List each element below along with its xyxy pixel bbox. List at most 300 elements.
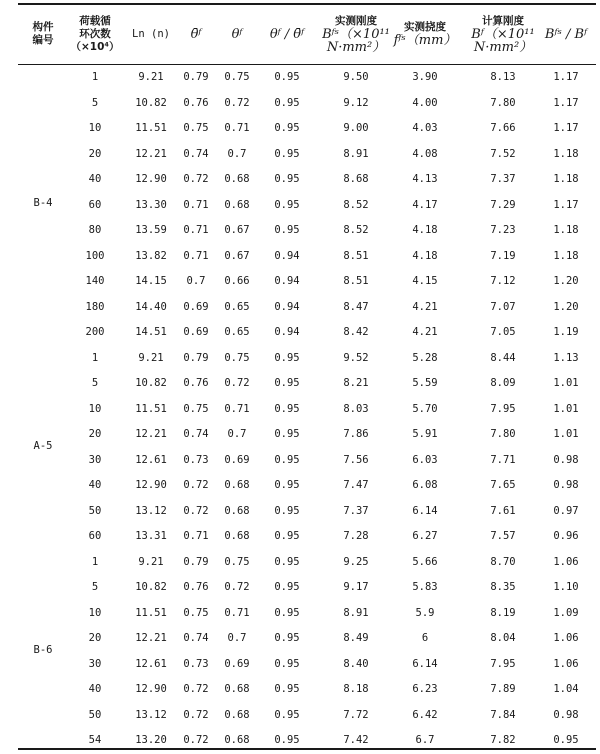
table-cell: 0.98	[553, 708, 579, 721]
table-cell: 0.72	[183, 683, 209, 695]
table-cell: 7.56	[343, 453, 369, 466]
header-calculated-stiffness	[458, 8, 548, 60]
table-cell: 9.12	[343, 96, 369, 109]
table-cell: 7.95	[490, 657, 516, 670]
table-row	[0, 142, 600, 168]
table-cell: 13.31	[135, 530, 167, 542]
table-cell: 40	[88, 479, 102, 491]
table-row	[0, 652, 600, 678]
header-measured-stiffness-line1: 实测刚度	[335, 14, 377, 27]
table-cell: 0.94	[274, 326, 300, 338]
table-cell: 6.42	[412, 708, 438, 721]
table-cell: 8.18	[343, 683, 369, 695]
table-cell: 6.23	[412, 683, 438, 695]
table-cell: 7.19	[490, 249, 516, 262]
table-cell: 4.21	[412, 300, 438, 313]
table-cell: 40	[88, 683, 102, 695]
table-cell: 1.17	[553, 198, 579, 211]
table-cell: 0.71	[183, 198, 209, 211]
table-cell: 1.18	[553, 249, 579, 262]
table-row	[0, 677, 600, 703]
header-theta-ratio-text: θᶠ / θ̄ᶠ	[269, 26, 305, 42]
table-cell: 0.95	[274, 198, 300, 211]
table-cell: 0.71	[224, 122, 250, 134]
table-cell: 7.89	[490, 683, 516, 695]
table-cell: 8.19	[490, 606, 516, 619]
header-member-id	[18, 8, 68, 60]
table-cell: 6.27	[412, 530, 438, 542]
table-row	[0, 703, 600, 729]
table-cell: 0.95	[274, 122, 300, 134]
table-cell: 60	[88, 530, 102, 542]
table-cell: 0.95	[274, 428, 300, 440]
header-load-cycles-line2: 环次数	[79, 27, 111, 40]
table-cell: 0.95	[274, 377, 300, 389]
table-cell: 20	[88, 632, 102, 644]
member-group-label: A-5	[33, 439, 53, 452]
table-cell: 1.06	[553, 657, 579, 670]
table-row	[0, 397, 600, 423]
table-cell: 0.95	[274, 96, 300, 109]
header-member-id-line2: 编号	[32, 34, 54, 46]
table-cell: 0.79	[183, 555, 209, 568]
table-cell: 7.95	[490, 402, 516, 415]
table-cell: 0.75	[183, 402, 209, 415]
table-cell: 0.95	[274, 402, 300, 415]
table-cell: 0.67	[224, 224, 250, 236]
table-cell: 1	[91, 555, 99, 568]
table-cell: 0.76	[183, 377, 209, 389]
table-cell: 200	[85, 326, 105, 338]
header-measured-stiffness-line3: N·mm²）	[326, 39, 386, 55]
table-cell: 10	[88, 402, 102, 415]
table-cell: 7.37	[490, 173, 516, 185]
table-cell: 0.79	[183, 351, 209, 364]
table-row	[0, 346, 600, 372]
table-cell: 8.21	[343, 377, 369, 389]
table-cell: 9.21	[138, 351, 164, 364]
table-cell: 8.68	[343, 173, 369, 185]
table-cell: 0.74	[183, 147, 209, 160]
table-row	[0, 626, 600, 652]
table-cell: 14.40	[135, 300, 167, 313]
table-cell: 0.95	[274, 224, 300, 236]
table-cell: 60	[88, 198, 102, 211]
table-cell: 8.52	[343, 224, 369, 236]
table-cell: 10	[88, 606, 102, 619]
table-cell: 0.68	[224, 708, 250, 721]
table-cell: 5	[91, 96, 99, 109]
table-cell: 0.72	[183, 504, 209, 517]
table-cell: 13.12	[135, 504, 167, 517]
table-cell: 0.65	[224, 300, 250, 313]
table-cell: 1.17	[553, 122, 579, 134]
table-cell: 9.21	[138, 555, 164, 568]
table-cell: 1.17	[553, 71, 579, 83]
table-cell: 0.68	[224, 198, 250, 211]
table-cell: 7.07	[490, 300, 516, 313]
header-load-cycles-line3: （×10⁴）	[70, 40, 120, 53]
table-row	[0, 65, 600, 91]
table-row	[0, 218, 600, 244]
table-cell: 180	[85, 300, 105, 313]
table-cell: 10	[88, 122, 102, 134]
table-cell: 0.72	[183, 479, 209, 491]
table-cell: 4.00	[412, 96, 438, 109]
table-cell: 4.18	[412, 249, 438, 262]
table-cell: 0.75	[183, 606, 209, 619]
table-row	[0, 473, 600, 499]
header-measured-deflection	[392, 8, 458, 60]
table-cell: 30	[88, 657, 102, 670]
table-cell: 5.70	[412, 402, 438, 415]
table-cell: 1.06	[553, 632, 579, 644]
table-cell: 12.61	[135, 453, 167, 466]
table-cell: 1.17	[553, 96, 579, 109]
table-cell: 7.80	[490, 428, 516, 440]
table-cell: 9.17	[343, 581, 369, 593]
table-cell: 0.75	[183, 122, 209, 134]
table-cell: 8.35	[490, 581, 516, 593]
header-load-cycles	[70, 8, 120, 60]
header-theta-bar	[176, 8, 216, 60]
table-cell: 0.68	[224, 479, 250, 491]
header-measured-deflection-line2: fᶠˢ（mm）	[393, 33, 457, 48]
table-cell: 4.15	[412, 275, 438, 287]
table-cell: 0.65	[224, 326, 250, 338]
table-cell: 12.21	[135, 428, 167, 440]
table-cell: 6	[421, 632, 429, 644]
table-row	[0, 167, 600, 193]
table-cell: 8.49	[343, 632, 369, 644]
table-cell: 0.95	[274, 657, 300, 670]
header-theta	[216, 8, 258, 60]
table-cell: 7.23	[490, 224, 516, 236]
table-cell: 30	[88, 453, 102, 466]
table-cell: 0.72	[183, 708, 209, 721]
table-row	[0, 499, 600, 525]
table-cell: 0.72	[224, 96, 250, 109]
table-cell: 0.95	[553, 734, 579, 746]
table-cell: 8.51	[343, 249, 369, 262]
table-cell: 1.13	[553, 351, 579, 364]
table-cell: 0.68	[224, 734, 250, 746]
table-cell: 0.74	[183, 428, 209, 440]
table-cell: 0.95	[274, 606, 300, 619]
table-cell: 13.30	[135, 198, 167, 211]
table-cell: 4.08	[412, 147, 438, 160]
table-cell: 140	[85, 275, 105, 287]
table-cell: 0.72	[183, 734, 209, 746]
table-cell: 0.68	[224, 683, 250, 695]
table-cell: 7.29	[490, 198, 516, 211]
table-cell: 12.90	[135, 479, 167, 491]
table-cell: 7.65	[490, 479, 516, 491]
table-cell: 7.80	[490, 96, 516, 109]
table-cell: 1.01	[553, 402, 579, 415]
table-cell: 0.67	[224, 249, 250, 262]
table-cell: 4.18	[412, 224, 438, 236]
table-cell: 50	[88, 708, 102, 721]
table-cell: 0.74	[183, 632, 209, 644]
table-cell: 14.15	[135, 275, 167, 287]
table-cell: 0.94	[274, 300, 300, 313]
table-cell: 0.95	[274, 632, 300, 644]
table-cell: 12.90	[135, 173, 167, 185]
header-calculated-stiffness-line2: Bᶠ（×10¹¹	[471, 26, 535, 42]
table-cell: 1	[91, 351, 99, 364]
header-member-id-line1: 构件	[32, 21, 54, 33]
table-cell: 5.83	[412, 581, 438, 593]
header-measured-deflection-line1: 实测挠度	[404, 21, 446, 33]
table-cell: 1.19	[553, 326, 579, 338]
table-cell: 0.69	[183, 326, 209, 338]
header-theta-ratio	[258, 8, 316, 60]
table-cell: 12.90	[135, 683, 167, 695]
table-cell: 0.7	[227, 632, 247, 644]
table-cell: 0.68	[224, 530, 250, 542]
header-measured-stiffness-line2: Bᶠˢ（×10¹¹	[322, 26, 390, 42]
table-cell: 5.28	[412, 351, 438, 364]
table-cell: 0.71	[183, 249, 209, 262]
table-row	[0, 91, 600, 117]
table-cell: 9.00	[343, 122, 369, 134]
table-cell: 9.21	[138, 71, 164, 83]
table-cell: 7.37	[343, 504, 369, 517]
table-cell: 10.82	[135, 581, 167, 593]
table-cell: 0.94	[274, 275, 300, 287]
table-cell: 4.21	[412, 326, 438, 338]
table-cell: 1	[91, 71, 99, 83]
table-cell: 0.75	[224, 351, 250, 364]
table-cell: 0.7	[227, 428, 247, 440]
table-cell: 12.21	[135, 147, 167, 160]
table-cell: 13.20	[135, 734, 167, 746]
table-cell: 13.82	[135, 249, 167, 262]
table-cell: 0.95	[274, 734, 300, 746]
table-cell: 0.71	[224, 402, 250, 415]
table-cell: 50	[88, 504, 102, 517]
header-stiffness-ratio	[536, 8, 596, 60]
table-cell: 0.71	[183, 224, 209, 236]
table-cell: 6.03	[412, 453, 438, 466]
table-cell: 0.95	[274, 453, 300, 466]
table-cell: 0.98	[553, 479, 579, 491]
table-cell: 7.71	[490, 453, 516, 466]
table-cell: 0.68	[224, 504, 250, 517]
table-cell: 12.21	[135, 632, 167, 644]
header-load-cycles-line1: 荷载循	[79, 14, 111, 27]
table-cell: 0.71	[183, 530, 209, 542]
table-cell: 0.73	[183, 453, 209, 466]
table-cell: 4.13	[412, 173, 438, 185]
table-cell: 5.91	[412, 428, 438, 440]
table-cell: 12.61	[135, 657, 167, 670]
table-cell: 6.08	[412, 479, 438, 491]
table-cell: 0.94	[274, 249, 300, 262]
header-stiffness-ratio-text: Bᶠˢ / Bᶠ	[544, 26, 588, 42]
table-cell: 7.84	[490, 708, 516, 721]
table-cell: 20	[88, 147, 102, 160]
table-cell: 9.50	[343, 71, 369, 83]
table-cell: 7.86	[343, 428, 369, 440]
table-cell: 14.51	[135, 326, 167, 338]
table-cell: 8.47	[343, 300, 369, 313]
table-cell: 0.95	[274, 708, 300, 721]
table-cell: 1.18	[553, 147, 579, 160]
table-cell: 6.14	[412, 504, 438, 517]
member-group-label: B-6	[33, 643, 53, 656]
table-cell: 7.12	[490, 275, 516, 287]
table-cell: 8.09	[490, 377, 516, 389]
table-cell: 7.82	[490, 734, 516, 746]
table-cell: 9.52	[343, 351, 369, 364]
table-cell: 0.97	[553, 504, 579, 517]
header-ln-n-text: Ln (n)	[132, 27, 170, 40]
table-cell: 0.72	[224, 377, 250, 389]
table-row	[0, 116, 600, 142]
table-cell: 80	[88, 224, 102, 236]
table-cell: 7.57	[490, 530, 516, 542]
table-cell: 0.95	[274, 504, 300, 517]
table-row	[0, 575, 600, 601]
table-cell: 7.52	[490, 147, 516, 160]
table-cell: 54	[88, 734, 102, 746]
table-cell: 1.20	[553, 275, 579, 287]
table-cell: 1.18	[553, 173, 579, 185]
table-cell: 3.90	[412, 71, 438, 83]
table-cell: 0.66	[224, 275, 250, 287]
table-row	[0, 371, 600, 397]
table-cell: 1.09	[553, 606, 579, 619]
table-cell: 11.51	[135, 402, 167, 415]
table-row	[0, 422, 600, 448]
table-row	[0, 269, 600, 295]
table-cell: 7.42	[343, 734, 369, 746]
table-cell: 0.98	[553, 453, 579, 466]
table-row	[0, 601, 600, 627]
table-cell: 0.72	[224, 581, 250, 593]
table-cell: 0.69	[224, 453, 250, 466]
table-cell: 7.72	[343, 708, 369, 721]
table-cell: 0.69	[224, 657, 250, 670]
header-calculated-stiffness-line1: 计算刚度	[482, 14, 524, 27]
table-row	[0, 244, 600, 270]
table-cell: 8.91	[343, 606, 369, 619]
table-cell: 13.59	[135, 224, 167, 236]
table-cell: 0.95	[274, 683, 300, 695]
header-calculated-stiffness-line3: N·mm²）	[473, 39, 533, 55]
table-row	[0, 320, 600, 346]
table-cell: 0.95	[274, 147, 300, 160]
table-row	[0, 524, 600, 550]
table-row	[0, 448, 600, 474]
table-cell: 4.03	[412, 122, 438, 134]
table-cell: 5.59	[412, 377, 438, 389]
table-cell: 6.7	[415, 734, 435, 746]
table-cell: 8.03	[343, 402, 369, 415]
member-group-label: B-4	[33, 197, 53, 210]
table-cell: 0.73	[183, 657, 209, 670]
table-cell: 0.69	[183, 300, 209, 313]
table-cell: 0.95	[274, 581, 300, 593]
table-cell: 8.51	[343, 275, 369, 287]
table-cell: 0.95	[274, 479, 300, 491]
table-cell: 0.7	[227, 147, 247, 160]
table-cell: 4.17	[412, 198, 438, 211]
header-measured-stiffness	[310, 8, 402, 60]
header-ln-n	[126, 8, 176, 60]
table-cell: 5.9	[415, 606, 435, 619]
table-cell: 0.71	[224, 606, 250, 619]
table-cell: 5	[91, 377, 99, 389]
table-cell: 1.10	[553, 581, 579, 593]
table-cell: 10.82	[135, 377, 167, 389]
table-cell: 8.44	[490, 351, 516, 364]
table-cell: 1.18	[553, 224, 579, 236]
table-row	[0, 550, 600, 576]
table-cell: 0.75	[224, 555, 250, 568]
table-cell: 5.66	[412, 555, 438, 568]
table-cell: 7.28	[343, 530, 369, 542]
table-cell: 0.76	[183, 581, 209, 593]
table-cell: 8.04	[490, 632, 516, 644]
table-cell: 8.70	[490, 555, 516, 568]
table-row	[0, 295, 600, 321]
table-cell: 11.51	[135, 122, 167, 134]
table-cell: 7.66	[490, 122, 516, 134]
table-cell: 0.72	[183, 173, 209, 185]
table-top-rule	[18, 3, 596, 5]
table-cell: 0.95	[274, 530, 300, 542]
table-cell: 1.04	[553, 683, 579, 695]
table-cell: 0.95	[274, 71, 300, 83]
table-cell: 8.91	[343, 147, 369, 160]
table-cell: 13.12	[135, 708, 167, 721]
table-cell: 1.01	[553, 377, 579, 389]
table-cell: 0.95	[274, 173, 300, 185]
table-cell: 5	[91, 581, 99, 593]
table-cell: 0.79	[183, 71, 209, 83]
table-cell: 8.52	[343, 198, 369, 211]
header-theta-text: θᶠ	[231, 26, 243, 42]
table-row	[0, 193, 600, 219]
table-cell: 100	[85, 249, 105, 262]
table-cell: 8.40	[343, 657, 369, 670]
table-bottom-rule	[18, 748, 596, 750]
table-cell: 1.20	[553, 300, 579, 313]
table-cell: 20	[88, 428, 102, 440]
table-cell: 7.05	[490, 326, 516, 338]
table-cell: 7.47	[343, 479, 369, 491]
table-cell: 0.95	[274, 351, 300, 364]
table-cell: 1.06	[553, 555, 579, 568]
table-cell: 8.42	[343, 326, 369, 338]
table-cell: 1.01	[553, 428, 579, 440]
header-theta-bar-text: θ̄ᶠ	[190, 26, 202, 42]
table-cell: 10.82	[135, 96, 167, 109]
table-cell: 0.96	[553, 530, 579, 542]
table-cell: 40	[88, 173, 102, 185]
table-cell: 9.25	[343, 555, 369, 568]
table-cell: 6.14	[412, 657, 438, 670]
table-cell: 0.95	[274, 555, 300, 568]
table-cell: 7.61	[490, 504, 516, 517]
table-cell: 11.51	[135, 606, 167, 619]
table-cell: 0.75	[224, 71, 250, 83]
table-body	[0, 65, 600, 754]
table-cell: 0.7	[186, 275, 206, 287]
